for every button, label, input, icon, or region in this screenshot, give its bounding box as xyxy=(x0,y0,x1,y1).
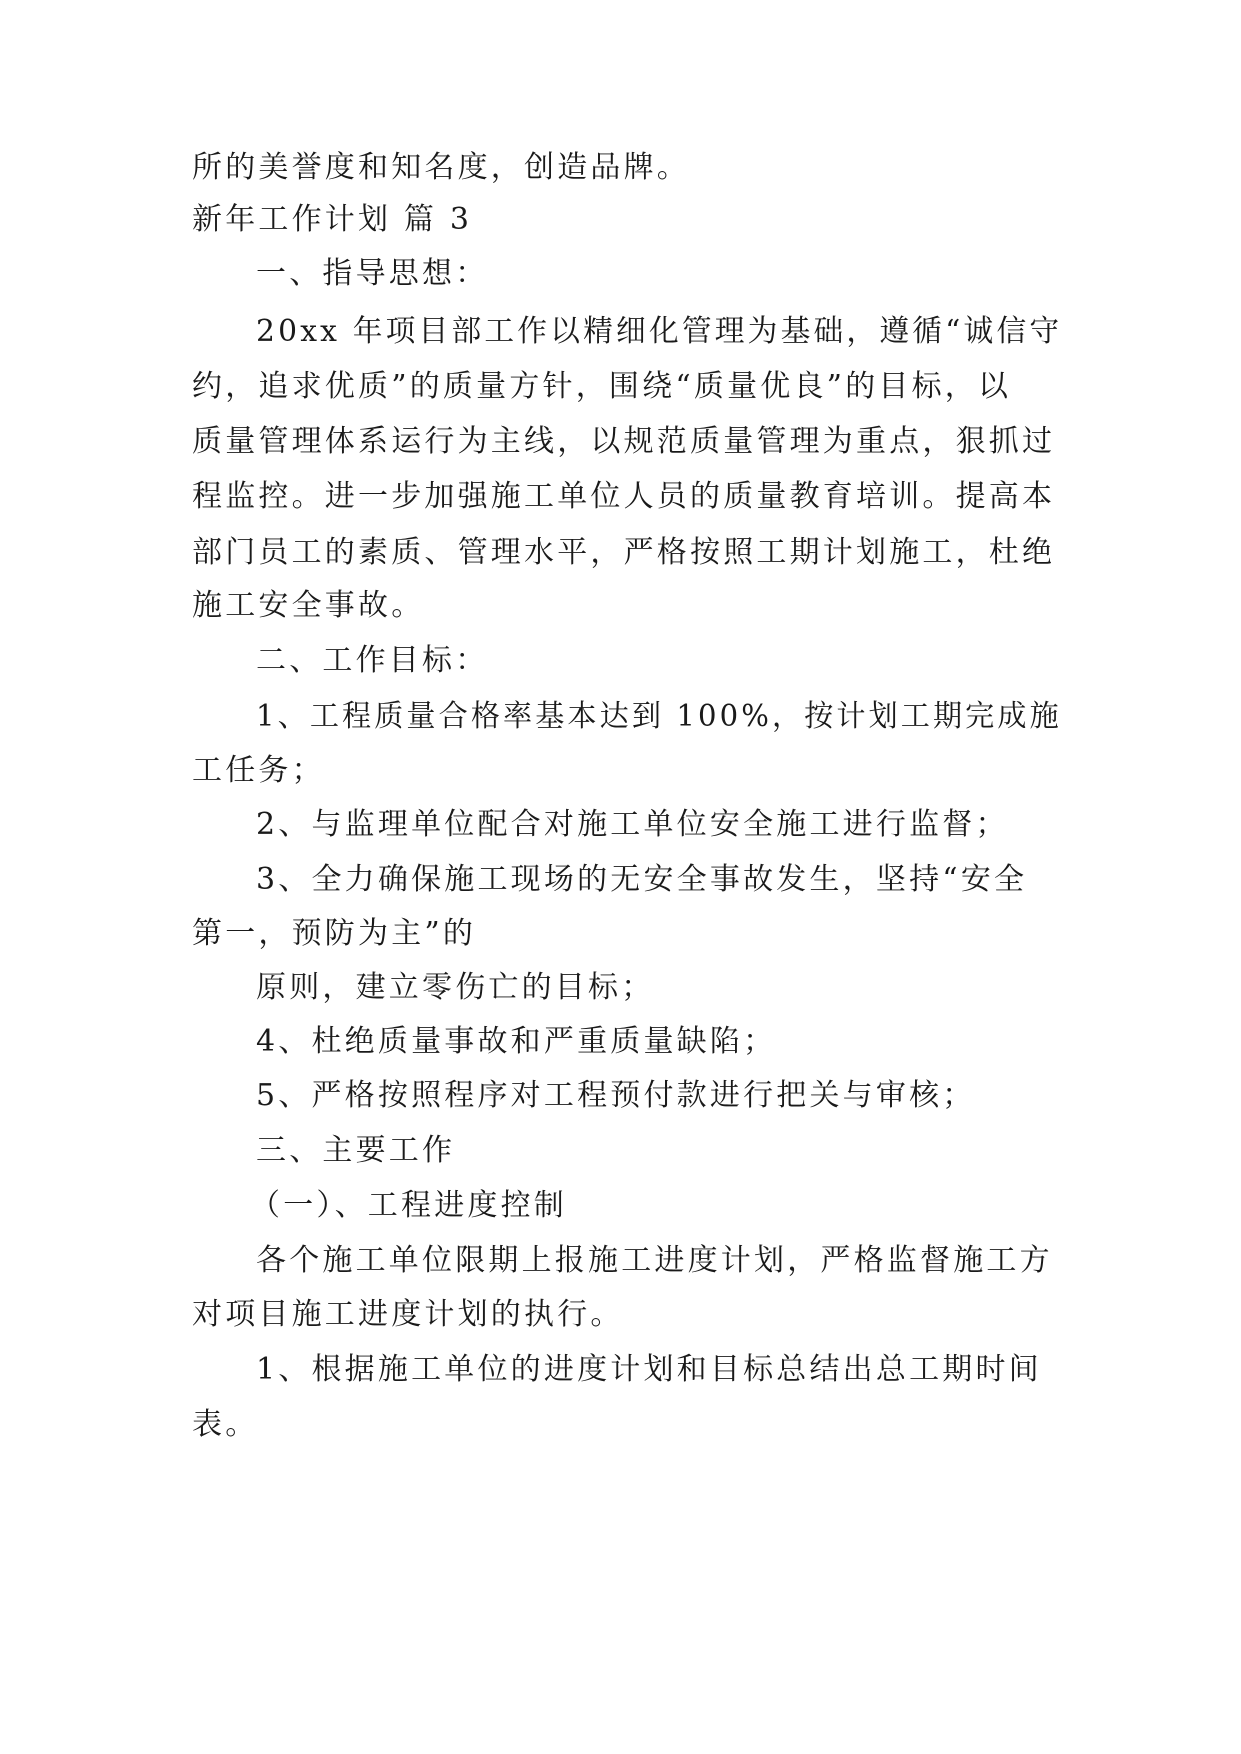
text-line: 程监控。进一步加强施工单位人员的质量教育培训。提高本 xyxy=(192,479,1056,514)
text-line: 1、根据施工单位的进度计划和目标总结出总工期时间 xyxy=(256,1352,1042,1387)
text-line: 部门员工的素质、管理水平，严格按照工期计划施工，杜绝 xyxy=(192,535,1056,570)
heading-guiding-ideology: 一、指导思想： xyxy=(256,256,489,291)
text-line: 1、工程质量合格率基本达到 100%，按计划工期完成施 xyxy=(256,699,1062,734)
text-line: 质量管理体系运行为主线，以规范质量管理为重点，狠抓过 xyxy=(192,424,1056,459)
heading-progress-control: （一）、工程进度控制 xyxy=(250,1188,567,1223)
text-line: 对项目施工进度计划的执行。 xyxy=(192,1297,624,1332)
text-line: 约，追求优质”的质量方针，围绕“质量优良”的目标，以 xyxy=(192,369,1012,404)
text-line: 第一，预防为主”的 xyxy=(192,916,477,951)
text-line: 表。 xyxy=(192,1407,259,1442)
text-line: 20xx 年项目部工作以精细化管理为基础，遵循“诚信守 xyxy=(256,314,1063,349)
section-title: 新年工作计划 篇 3 xyxy=(192,202,473,237)
text-line: 2、与监理单位配合对施工单位安全施工进行监督； xyxy=(256,807,1009,842)
text-line: 5、严格按照程序对工程预付款进行把关与审核； xyxy=(256,1078,976,1113)
text-line: 各个施工单位限期上报施工进度计划，严格监督施工方 xyxy=(256,1243,1053,1278)
heading-main-work: 三、主要工作 xyxy=(256,1133,456,1168)
text-line: 3、全力确保施工现场的无安全事故发生，坚持“安全 xyxy=(256,862,1028,897)
text-line: 施工安全事故。 xyxy=(192,588,425,623)
text-line: 原则，建立零伤亡的目标； xyxy=(256,970,655,1005)
text-line: 工任务； xyxy=(192,753,325,788)
text-line: 所的美誉度和知名度，创造品牌。 xyxy=(192,150,690,185)
heading-work-goals: 二、工作目标： xyxy=(256,643,489,678)
text-line: 4、杜绝质量事故和严重质量缺陷； xyxy=(256,1024,777,1059)
